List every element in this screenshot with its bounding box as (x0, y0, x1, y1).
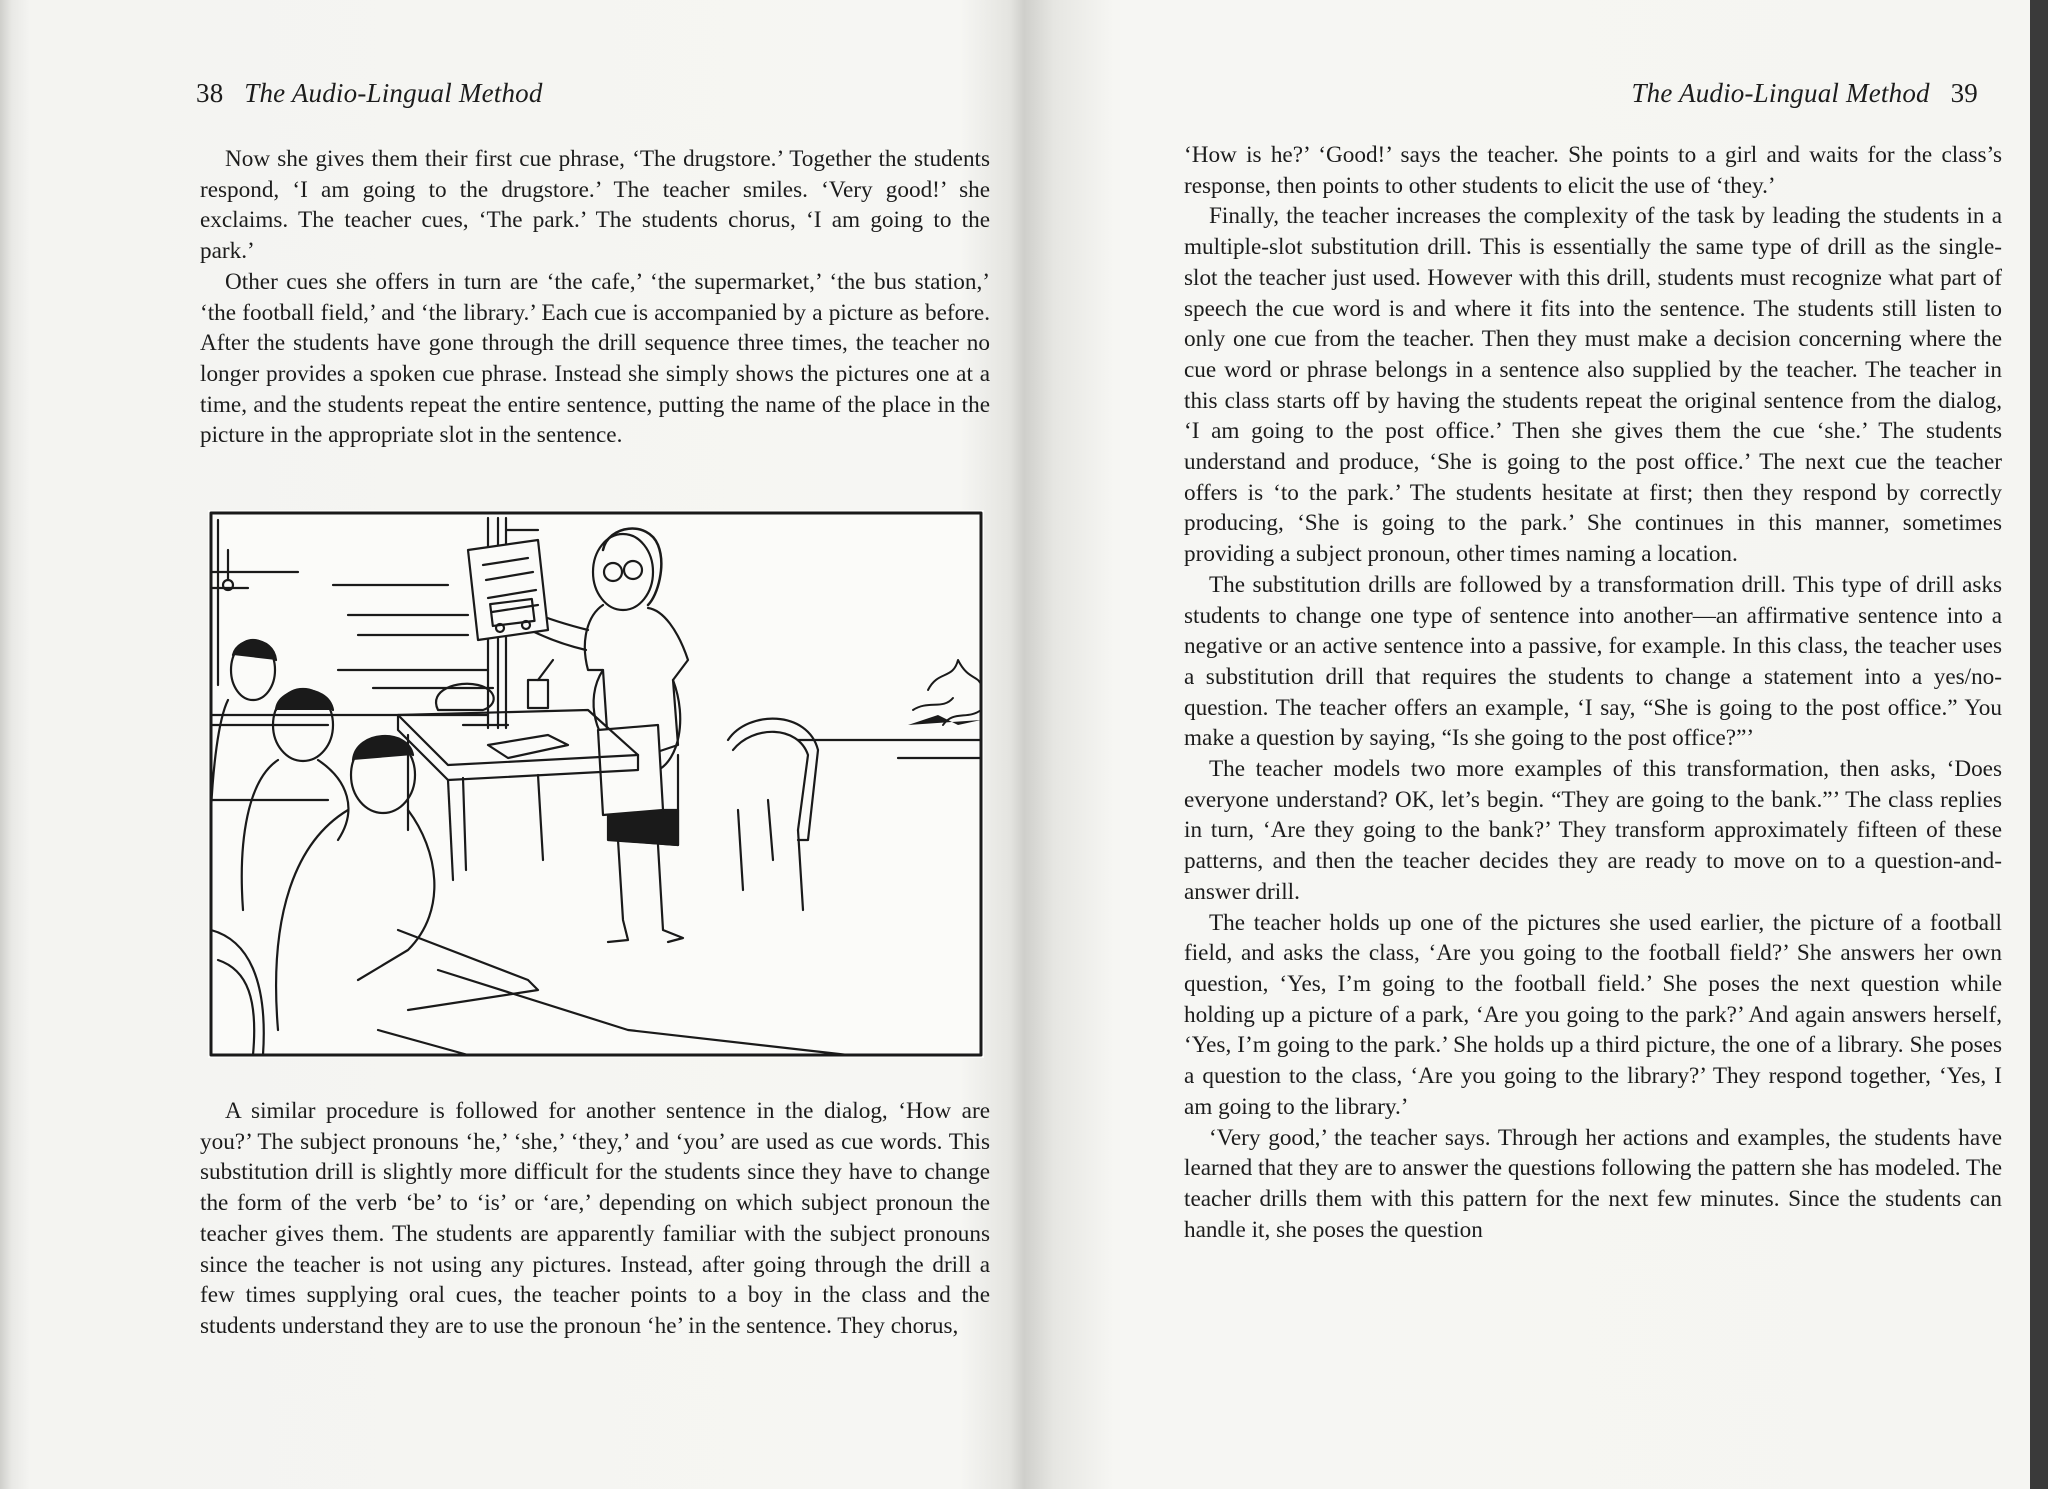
paragraph: Finally, the teacher increases the complexity of the task by leading the students in a multiple-slot substitution drill. This is essentially the same type of drill as the single-slot the teacher just used. However with this drill, students must recognize what part of speech the cue word is and where it fits into the sentence. The students still listen to only one cue from the teacher. Then they must make a decision concerning where the cue word or phrase belongs in a sentence also supplied by the teacher. The teacher in this class starts off by having the students repeat the original sentence from the dialog, ‘I am going to the post office.’ Then she gives them the cue ‘she.’ The students understand and produce, ‘She is going to the post office.’ The next cue the teacher offers is ‘to the park.’ The students hesitate at first; then they respond by correctly producing, ‘She is going to the park.’ She continues in this manner, sometimes providing a subject pronoun, other times naming a location. (1184, 203, 2002, 568)
right-text (1184, 140, 2002, 1245)
left-text-top (200, 144, 990, 451)
paragraph: ‘Very good,’ the teacher says. Through her actions and examples, the students have learned that they are to answer the questions following the pattern she has modeled. The teacher drills them with this pattern for the next few minutes. Since the students can handle it, she poses the question (1184, 1124, 2002, 1243)
right-running-title: The Audio-Lingual Method (1631, 78, 1930, 108)
paragraph: The substitution drills are followed by a transformation drill. This type of drill asks students to change one type of sentence into another—an affirmative sentence into a negative or an active sentence into a passive, for example. In this class, the teacher uses a substitution drill that requires the students to change a statement into a yes/no-question. The teacher offers an example, ‘I say, “She is going to the post office.” You make a question by saying, “Is she going to the post office?”’ (1184, 571, 2002, 752)
right-page (1024, 0, 2048, 1489)
paragraph: The teacher models two more examples of this transformation, then asks, ‘Does everyone understand? OK, let’s begin. “They are going to the bank.”’ The class replies in turn, ‘Are they going to the bank?’ They transform approximately fifteen of these patterns, and then the teacher decides they are ready to move on to a question-and-answer drill. (1184, 756, 2002, 905)
paragraph: The teacher holds up one of the pictures she used earlier, the picture of a football field, and asks the class, ‘Are you going to the football field?’ She answers her own question, ‘Yes, I’m going to the football field.’ She poses the next question while holding up a picture of a park, ‘Are you going to the park?’ And again answers herself, ‘Yes, I’m going to the park.’ She holds up a third picture, the one of a library. She poses a question to the class, ‘Are you going to the library?’ They respond together, ‘Yes, I am going to the library.’ (1184, 909, 2002, 1120)
right-running-header (1631, 78, 1978, 109)
paragraph: Other cues she offers in turn are ‘the cafe,’ ‘the supermarket,’ ‘the bus station,’ ‘the football field,’ and ‘the library.’ Each cue is accompanied by a picture as before. After the students have gone through the drill sequence three times, the teacher no longer provides a spoken cue phrase. Instead she simply shows the pictures one at a time, and the students repeat the entire sentence, putting the name of the place in the picture in the appropriate slot in the sentence. (200, 268, 990, 449)
right-page-number: 39 (1950, 78, 1978, 108)
scan-edge (2030, 0, 2048, 1489)
left-running-header (196, 78, 543, 109)
paragraph: Now she gives them their first cue phrase, ‘The drugstore.’ Together the students respond, ‘I am going to the drugstore.’ The teacher smiles. ‘Very good!’ she exclaims. The teacher cues, ‘The park.’ The students chorus, ‘I am going to the park.’ (200, 146, 990, 265)
paragraph: ‘How is he?’ ‘Good!’ says the teacher. She points to a girl and waits for the class’s response, then points to other students to elicit the use of ‘they.’ (1184, 142, 2002, 199)
picture-card (468, 540, 548, 640)
left-text-bottom (200, 1096, 990, 1342)
left-running-title: The Audio-Lingual Method (244, 78, 543, 108)
left-page-number: 38 (196, 78, 224, 108)
paragraph: A similar procedure is followed for another sentence in the dialog, ‘How are you?’ The subject pronouns ‘he,’ ‘she,’ ‘they,’ and ‘you’ are used as cue words. This substitution drill is slightly more difficult for the students since they have to change the form of the verb ‘be’ to ‘is’ or ‘are,’ depending on which subject pronoun the teacher gives them. The students are apparently familiar with the subject pronouns since the teacher is not using any pictures. Instead, after going through the drill a few times supplying oral cues, the teacher points to a boy in the class and the students understand they are to use the pronoun ‘he’ in the sentence. They chorus, (200, 1098, 990, 1339)
chair (728, 719, 818, 910)
classroom-illustration (208, 510, 984, 1058)
